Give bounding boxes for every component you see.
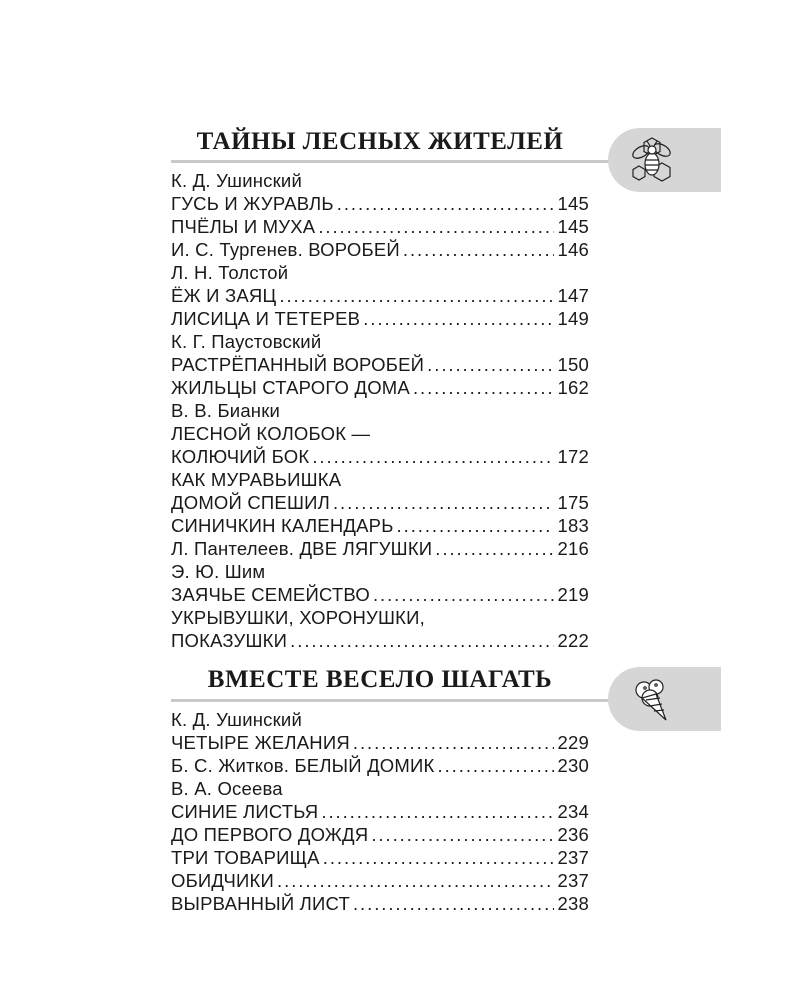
section-title: ВМЕСТЕ ВЕСЕЛО ШАГАТЬ xyxy=(207,666,553,693)
section-tab xyxy=(608,128,721,192)
page-number: 234 xyxy=(557,801,589,822)
page-number: 216 xyxy=(557,538,589,559)
section-tab xyxy=(608,667,721,731)
page-number: 222 xyxy=(557,630,589,651)
toc-entry[interactable]: Л. Н. Толстой xyxy=(171,262,289,283)
toc-entry[interactable]: ДО ПЕРВОГО ДОЖДЯ . . . 236 xyxy=(171,823,589,846)
toc-entry[interactable]: ВЫРВАННЫЙ ЛИСТ . . . 238 xyxy=(171,892,589,915)
toc-entry[interactable]: ПЧЁЛЫ И МУХА . . . 145 xyxy=(171,215,589,238)
toc-list xyxy=(171,169,589,652)
page-number: 146 xyxy=(557,239,589,260)
bee-honeycomb-icon xyxy=(626,135,678,187)
toc-entry[interactable]: КАК МУРАВЬИШКА xyxy=(171,469,342,490)
page-number: 236 xyxy=(557,824,589,845)
toc-entry[interactable]: УКРЫВУШКИ, ХОРОНУШКИ, xyxy=(171,607,425,628)
page-number: 219 xyxy=(557,584,589,605)
page-number: 237 xyxy=(557,870,589,891)
toc-entry[interactable]: ОБИДЧИКИ . . . 237 xyxy=(171,869,589,892)
page-number: 237 xyxy=(557,847,589,868)
toc-entry[interactable]: В. А. Осеева xyxy=(171,778,283,799)
page-number: 229 xyxy=(557,732,589,753)
page-number: 145 xyxy=(557,193,589,214)
toc-entry[interactable]: ЧЕТЫРЕ ЖЕЛАНИЯ . . . 229 xyxy=(171,731,589,754)
section-walking-together xyxy=(171,663,721,923)
toc-entry[interactable]: Э. Ю. Шим xyxy=(171,561,266,582)
section-divider xyxy=(171,160,611,163)
toc-entry[interactable]: ЗАЯЧЬЕ СЕМЕЙСТВО . . . 219 xyxy=(171,583,589,606)
page-number: 238 xyxy=(557,893,589,914)
page-number: 147 xyxy=(557,285,589,306)
ice-cream-cone-icon xyxy=(626,674,678,726)
toc-entry[interactable]: ЁЖ И ЗАЯЦ . . . 147 xyxy=(171,284,589,307)
toc-list xyxy=(171,708,589,915)
toc-entry[interactable]: ТРИ ТОВАРИЩА . . . 237 xyxy=(171,846,589,869)
toc-entry[interactable]: ГУСЬ И ЖУРАВЛЬ . . . 145 xyxy=(171,192,589,215)
page-number: 230 xyxy=(557,755,589,776)
toc-entry[interactable]: ЛИСИЦА И ТЕТЕРЕВ . . . 149 xyxy=(171,307,589,330)
section-forest-dwellers xyxy=(171,125,721,665)
toc-entry[interactable]: В. В. Бианки xyxy=(171,400,281,421)
toc-entry[interactable]: Б. С. Житков. БЕЛЫЙ ДОМИК . . . 230 xyxy=(171,754,589,777)
toc-entry[interactable]: И. С. Тургенев. ВОРОБЕЙ . . . 146 xyxy=(171,238,589,261)
toc-entry[interactable]: К. Г. Паустовский xyxy=(171,331,322,352)
page-number: 145 xyxy=(557,216,589,237)
toc-entry[interactable]: ПОКАЗУШКИ . . . 222 xyxy=(171,629,589,652)
page-number: 149 xyxy=(557,308,589,329)
section-title: ТАЙНЫ ЛЕСНЫХ ЖИТЕЛЕЙ xyxy=(196,128,564,155)
toc-entry[interactable]: К. Д. Ушинский xyxy=(171,170,302,191)
toc-entry[interactable]: СИНИЧКИН КАЛЕНДАРЬ . . . 183 xyxy=(171,514,589,537)
page-number: 162 xyxy=(557,377,589,398)
toc-entry[interactable]: К. Д. Ушинский xyxy=(171,709,302,730)
toc-entry[interactable]: ЛЕСНОЙ КОЛОБОК — xyxy=(171,423,371,444)
section-divider xyxy=(171,699,611,702)
page-number: 150 xyxy=(557,354,589,375)
toc-entry[interactable]: ДОМОЙ СПЕШИЛ . . . 175 xyxy=(171,491,589,514)
page-number: 172 xyxy=(557,446,589,467)
page-number: 175 xyxy=(557,492,589,513)
toc-entry[interactable]: РАСТРЁПАННЫЙ ВОРОБЕЙ . . . 150 xyxy=(171,353,589,376)
toc-entry[interactable]: Л. Пантелеев. ДВЕ ЛЯГУШКИ . . . 216 xyxy=(171,537,589,560)
toc-entry[interactable]: ЖИЛЬЦЫ СТАРОГО ДОМА . . . 162 xyxy=(171,376,589,399)
page-number: 183 xyxy=(557,515,589,536)
toc-entry[interactable]: СИНИЕ ЛИСТЬЯ . . . 234 xyxy=(171,800,589,823)
toc-entry[interactable]: КОЛЮЧИЙ БОК . . . 172 xyxy=(171,445,589,468)
